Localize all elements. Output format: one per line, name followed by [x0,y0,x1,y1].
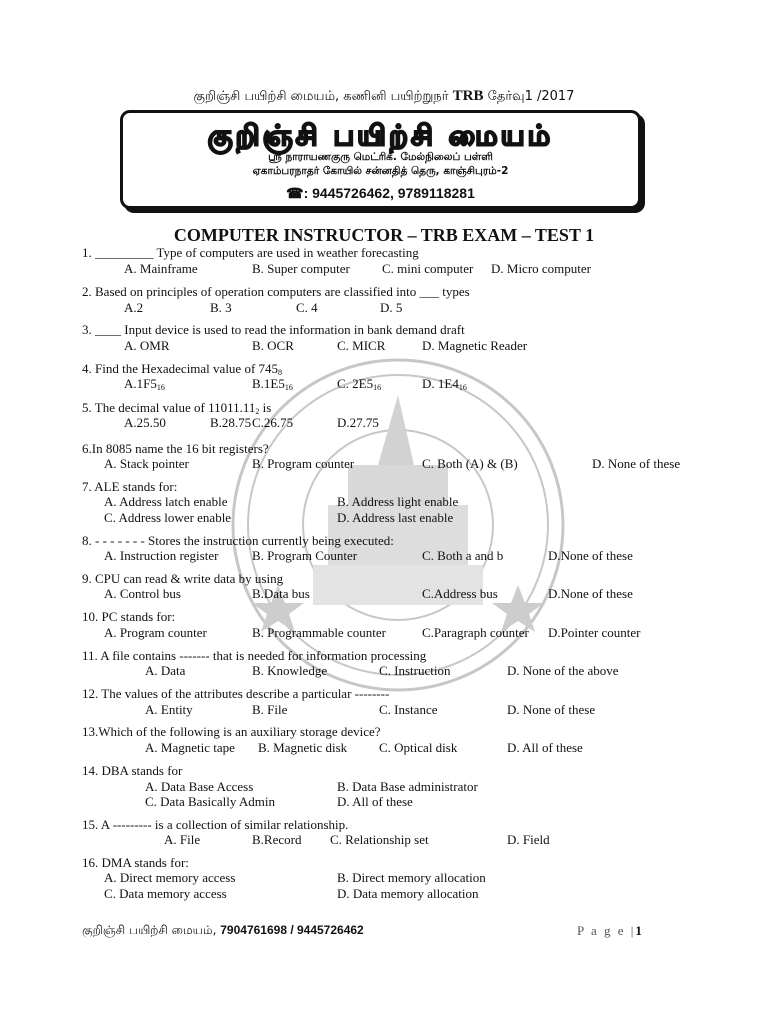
option-d: D. Data memory allocation [337,886,479,901]
question-text: 9. CPU can read & write data by using [82,571,284,586]
option-d: D. $1E4_{16}$ [422,376,467,392]
option-c: C. Both a and b [422,548,504,563]
page-title: COMPUTER INSTRUCTOR – TRB EXAM – TEST 1 [173,225,595,245]
option-c: C. mini computer [382,261,474,276]
question-text: 11. A file contains ------- that is needed for information processing [82,648,427,663]
option-b: B.Record [252,832,302,847]
phone-icon: ☎: [286,185,309,201]
question-text: 16. DMA stands for: [82,855,189,870]
option-d: D. Micro computer [491,261,592,276]
option-b: B. OCR [252,338,294,353]
option-a: A. Data Base Access [145,779,254,794]
footer-tamil: குறிஞ்சி பயிற்சி மையம், [82,923,217,937]
question-9 [82,571,283,587]
option-subscript: 16 [373,383,382,392]
option-d: D. Magnetic Reader [422,338,528,353]
option-a: A. Program counter [104,625,207,640]
question-6 [82,441,269,457]
option-b: B. Knowledge [252,663,328,678]
question-text: 2. Based on principles of operation computers are classified into ___ types [82,284,470,299]
option-d: D. None of the above [507,663,619,678]
footer-phones: 7904761698 / 9445726462 [220,923,364,937]
question-5 [82,400,271,416]
option-d: D. None of these [507,702,596,717]
option-c: C.Address bus [422,586,498,601]
option-a: A. Mainframe [124,261,198,276]
question-text: 4. Find the Hexadecimal value of 745 [82,361,279,376]
option-b: B. Program Counter [252,548,358,563]
option-a: A. Direct memory access [104,870,236,885]
option-c: C. 4 [296,300,318,315]
option-d: D.None of these [548,586,633,601]
question-16 [82,855,189,871]
option-a: A.2 [124,300,144,315]
question-text: 5. The decimal value of 11011.11 [82,400,256,415]
topline-trb: TRB [452,88,484,104]
question-13 [82,724,381,740]
question-text: 6.In 8085 name the 16 bit registers? [82,441,269,456]
option-d: D. None of these [592,456,681,471]
option-a: A. OMR [124,338,170,353]
page-number-value: 1 [635,923,644,938]
option-c: C. Optical disk [379,740,458,755]
question-text: 12. The values of the attributes describe a particular -------- [82,686,390,701]
option-subscript: 16 [156,383,165,392]
option-subscript: 16 [284,383,293,392]
option-a: A. Control bus [104,586,181,601]
institute-banner [120,110,641,209]
option-c: C. Instance [379,702,438,717]
option-c: C. Data Basically Admin [145,794,275,809]
option-b: B.28.75 [210,415,252,430]
option-c: C.Paragraph counter [422,625,529,640]
banner-line-2: ஏகாம்பரநாதர் கோயில் சன்னதித் தெரு, காஞ்சிபுரம்-2 [252,165,509,177]
option-b: B. Direct memory allocation [337,870,486,885]
option-c: C. Both (A) & (B) [422,456,518,471]
option-b: B. Programmable counter [252,625,386,640]
option-a: $A.1F5_{16}$ [124,376,165,392]
option-d: D. Field [507,832,550,847]
question-10 [82,609,175,625]
option-c: C. Data memory access [104,886,227,901]
question-7 [82,479,177,495]
question-text: 13.Which of the following is an auxiliary storage device? [82,724,381,739]
question-text: 1. _________ Type of computers are used in weather forecasting [82,245,419,260]
question-15 [82,817,348,833]
option-b: B.Data bus [252,586,310,601]
topline-tamil: குறிஞ்சி பயிற்சி மையம், கணினி பயிற்றுநர் [193,89,449,104]
option-d: D.Pointer counter [548,625,641,640]
option-subscript: 16 [458,383,467,392]
question-text: 3. ____ Input device is used to read the information in bank demand draft [82,322,465,337]
banner-line-1: ஸ்ரீ நாராயணகுரு மெட்ரிக். மேல்நிலைப் பள்ளி [268,151,493,163]
option-a: A. File [164,832,201,847]
question-text: 8. - - - - - - - Stores the instruction currently being executed: [82,533,394,548]
page-label: P a g e | [577,923,636,938]
question-3 [82,322,465,338]
question-12 [82,686,389,702]
option-a: A. Stack pointer [104,456,189,471]
option-a: A. Data [145,663,186,678]
page-number [577,923,644,939]
option-c: C. Relationship set [330,832,429,847]
question-tail: is [259,400,272,415]
question-8 [82,533,394,549]
question-1 [82,245,419,261]
option-d: D. Address last enable [337,510,454,525]
header-topline [0,88,768,105]
option-c: C. $2E5_{16}$ [337,376,382,392]
option-b: $B.1E5_{16}$ [252,376,293,392]
phone-numbers: 9445726462, 9789118281 [312,185,475,201]
question-text: 10. PC stands for: [82,609,176,624]
option-b: B. Address light enable [337,494,459,509]
question-subscript: 2 [255,407,260,416]
option-a: A. Entity [145,702,193,717]
banner-phones [123,185,638,202]
topline-tail: தேர்வு1 /2017 [487,89,575,104]
question-4 [82,361,282,377]
option-d: D. 5 [380,300,403,315]
question-2 [82,284,470,300]
footer-left [82,923,364,939]
option-b: B. 3 [210,300,232,315]
option-b: B. Data Base administrator [337,779,478,794]
option-a: A. Magnetic tape [145,740,235,755]
question-text: 14. DBA stands for [82,763,183,778]
option-d: D.27.75 [337,415,379,430]
option-c: C. Instruction [379,663,451,678]
question-subscript: 8 [278,368,283,377]
option-d: D. All of these [507,740,583,755]
option-a: A. Address latch enable [104,494,228,509]
option-c: C.26.75 [252,415,294,430]
option-b: B. Program counter [252,456,355,471]
option-c: C. Address lower enable [104,510,232,525]
option-a: A.25.50 [124,415,166,430]
option-a: A. Instruction register [104,548,219,563]
option-c: C. MICR [337,338,386,353]
option-b: B. File [252,702,288,717]
question-text: 15. A --------- is a collection of similar relationship. [82,817,349,832]
question-text: 7. ALE stands for: [82,479,178,494]
question-14 [82,763,182,779]
institute-name: குறிஞ்சி பயிற்சி மையம் [207,119,554,152]
option-b: B. Super computer [252,261,350,276]
question-11 [82,648,426,664]
option-d: D.None of these [548,548,633,563]
option-b: B. Magnetic disk [258,740,348,755]
option-d: D. All of these [337,794,413,809]
